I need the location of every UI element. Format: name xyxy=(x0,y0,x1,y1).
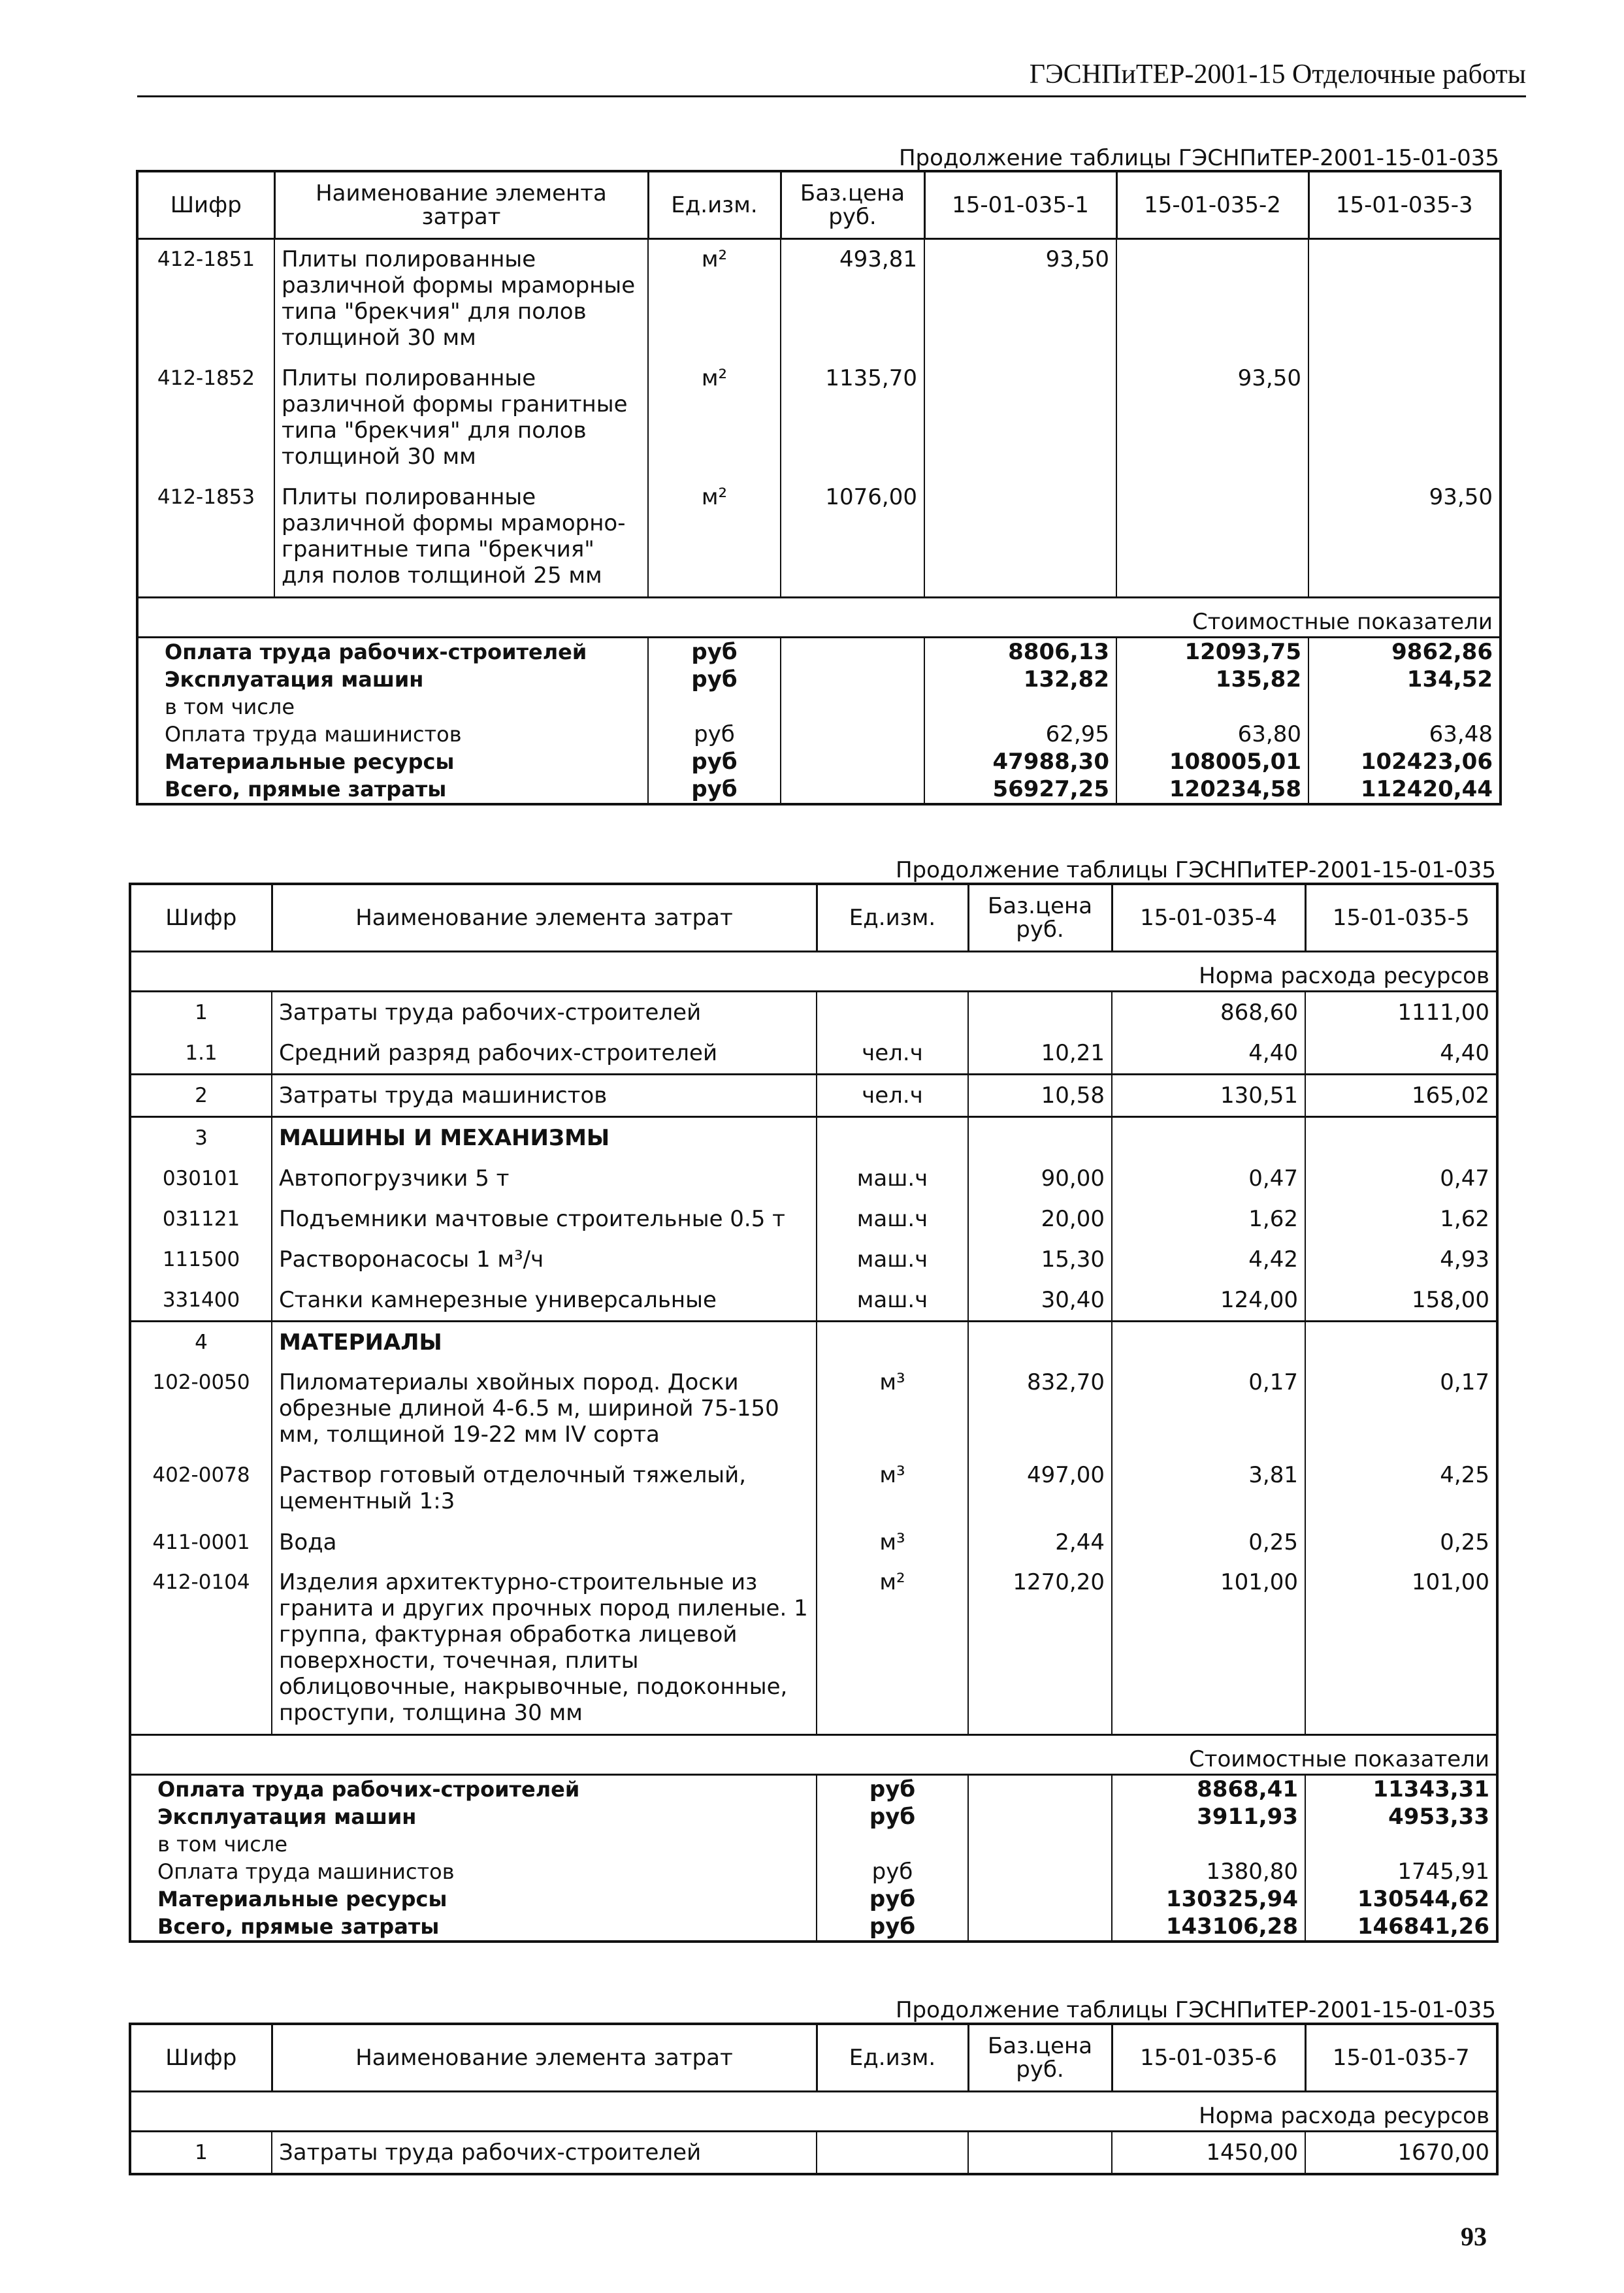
row-price: 1076,00 xyxy=(781,478,924,598)
cost-value: 8806,13 xyxy=(924,638,1116,666)
row-value: 4,42 xyxy=(1112,1239,1305,1280)
row-name: Плиты полированные различной формы мраморно-гранитные типа "брекчия" для полов толщиной 25 мм xyxy=(274,478,648,598)
row-unit: м² xyxy=(648,478,781,598)
header-column-code: 15-01-035-1 xyxy=(924,171,1116,239)
resource-table xyxy=(129,883,1499,1943)
cost-row xyxy=(130,1803,1497,1830)
cost-value: 47988,30 xyxy=(924,748,1116,775)
empty-cell xyxy=(968,1913,1112,1942)
table-row xyxy=(130,1117,1497,1159)
row-unit: чел.ч xyxy=(817,1075,968,1117)
row-unit xyxy=(817,2132,968,2175)
header-unit: Ед.изм. xyxy=(817,884,968,952)
header-code: Шифр xyxy=(137,171,274,239)
row-value: 101,00 xyxy=(1305,1563,1497,1735)
cost-value: 108005,01 xyxy=(1116,748,1308,775)
cost-unit xyxy=(817,1830,968,1858)
row-code: 411-0001 xyxy=(130,1522,272,1563)
row-name: МАТЕРИАЛЫ xyxy=(272,1322,817,1363)
row-unit: м³ xyxy=(817,1522,968,1563)
cost-value: 62,95 xyxy=(924,721,1116,748)
row-value xyxy=(1305,1322,1497,1363)
running-head: ГЭСНПиТЕР-2001-15 Отделочные работы xyxy=(1029,59,1526,89)
table-row xyxy=(130,1239,1497,1280)
cost-value: 132,82 xyxy=(924,666,1116,693)
row-name: Раствор готовый отделочный тяжелый, цементный 1:3 xyxy=(272,1455,817,1522)
cost-value xyxy=(1112,1830,1305,1858)
cost-value: 146841,26 xyxy=(1305,1913,1497,1942)
header-unit: Ед.изм. xyxy=(817,2024,968,2092)
section-band-row xyxy=(130,2092,1497,2132)
cost-unit: руб xyxy=(648,721,781,748)
header-name: Наименование элемента затрат xyxy=(274,171,648,239)
empty-cell xyxy=(968,1858,1112,1885)
row-value: 130,51 xyxy=(1112,1075,1305,1117)
row-name: МАШИНЫ И МЕХАНИЗМЫ xyxy=(272,1117,817,1159)
section-band-label: Норма расхода ресурсов xyxy=(130,2092,1497,2132)
row-code: 412-1851 xyxy=(137,239,274,359)
table-caption: Продолжение таблицы ГЭСНПиТЕР-2001-15-01-035 xyxy=(895,857,1496,883)
row-code: 412-1853 xyxy=(137,478,274,598)
empty-cell xyxy=(968,1885,1112,1913)
cost-value: 56927,25 xyxy=(924,775,1116,804)
row-name: Автопогрузчики 5 т xyxy=(272,1158,817,1199)
cost-value: 135,82 xyxy=(1116,666,1308,693)
row-code: 111500 xyxy=(130,1239,272,1280)
cost-value xyxy=(924,693,1116,721)
row-unit: маш.ч xyxy=(817,1239,968,1280)
header-price: Баз.цена руб. xyxy=(968,884,1112,952)
cost-label: Материальные ресурсы xyxy=(137,748,648,775)
table-header-row xyxy=(137,171,1501,239)
row-value xyxy=(1112,1322,1305,1363)
cost-label: Эксплуатация машин xyxy=(130,1803,817,1830)
cost-unit: руб xyxy=(817,1858,968,1885)
cost-value: 9862,86 xyxy=(1308,638,1501,666)
cost-value: 130544,62 xyxy=(1305,1885,1497,1913)
section-band-row xyxy=(137,598,1501,638)
table-caption: Продолжение таблицы ГЭСНПиТЕР-2001-15-01-035 xyxy=(898,145,1499,171)
row-value xyxy=(1305,1117,1497,1159)
table-row xyxy=(130,1158,1497,1199)
cost-unit: руб xyxy=(817,1775,968,1804)
row-unit: чел.ч xyxy=(817,1033,968,1075)
row-unit xyxy=(817,992,968,1033)
cost-unit: руб xyxy=(648,748,781,775)
cost-value: 1380,80 xyxy=(1112,1858,1305,1885)
header-code: Шифр xyxy=(130,2024,272,2092)
cost-label: Оплата труда рабочих-строителей xyxy=(130,1775,817,1804)
empty-cell xyxy=(781,721,924,748)
row-name: Пиломатериалы хвойных пород. Доски обрезные длиной 4-6.5 м, шириной 75-150 мм, толщиной 19-22 мм IV сорта xyxy=(272,1363,817,1455)
row-value: 93,50 xyxy=(1308,478,1501,598)
row-price: 2,44 xyxy=(968,1522,1112,1563)
row-code: 412-0104 xyxy=(130,1563,272,1735)
cost-value: 112420,44 xyxy=(1308,775,1501,804)
row-value: 124,00 xyxy=(1112,1280,1305,1322)
row-value xyxy=(1112,1117,1305,1159)
row-value: 101,00 xyxy=(1112,1563,1305,1735)
row-name: Плиты полированные различной формы гранитные типа "брекчия" для полов толщиной 30 мм xyxy=(274,359,648,478)
row-value: 93,50 xyxy=(924,239,1116,359)
resource-table xyxy=(136,170,1502,805)
row-unit xyxy=(817,1117,968,1159)
row-price: 20,00 xyxy=(968,1199,1112,1239)
row-unit: м³ xyxy=(817,1455,968,1522)
row-name: Средний разряд рабочих-строителей xyxy=(272,1033,817,1075)
section-band-label: Стоимостные показатели xyxy=(130,1735,1497,1775)
row-value: 1670,00 xyxy=(1305,2132,1497,2175)
empty-cell xyxy=(781,775,924,804)
empty-cell xyxy=(781,748,924,775)
header-rule xyxy=(137,95,1526,97)
row-value: 93,50 xyxy=(1116,359,1308,478)
row-price: 1270,20 xyxy=(968,1563,1112,1735)
empty-cell xyxy=(968,1830,1112,1858)
header-name: Наименование элемента затрат xyxy=(272,2024,817,2092)
row-value: 868,60 xyxy=(1112,992,1305,1033)
table-row xyxy=(130,1075,1497,1117)
section-band-label: Норма расхода ресурсов xyxy=(130,952,1497,992)
cost-unit: руб xyxy=(648,638,781,666)
cost-label: Всего, прямые затраты xyxy=(137,775,648,804)
header-column-code: 15-01-035-5 xyxy=(1305,884,1497,952)
cost-unit: руб xyxy=(817,1885,968,1913)
row-value: 4,93 xyxy=(1305,1239,1497,1280)
row-value: 4,40 xyxy=(1112,1033,1305,1075)
row-price: 832,70 xyxy=(968,1363,1112,1455)
page-number: 93 xyxy=(1461,2222,1487,2251)
row-unit xyxy=(817,1322,968,1363)
cost-row xyxy=(137,638,1501,666)
cost-value: 12093,75 xyxy=(1116,638,1308,666)
row-price: 90,00 xyxy=(968,1158,1112,1199)
row-unit: маш.ч xyxy=(817,1199,968,1239)
row-value: 1,62 xyxy=(1305,1199,1497,1239)
cost-value: 120234,58 xyxy=(1116,775,1308,804)
row-value: 0,25 xyxy=(1112,1522,1305,1563)
row-value xyxy=(1116,478,1308,598)
section-band-label: Стоимостные показатели xyxy=(137,598,1501,638)
row-value: 0,17 xyxy=(1112,1363,1305,1455)
row-value xyxy=(1116,239,1308,359)
header-name: Наименование элемента затрат xyxy=(272,884,817,952)
row-code: 402-0078 xyxy=(130,1455,272,1522)
cost-label: в том числе xyxy=(137,693,648,721)
cost-row xyxy=(130,1830,1497,1858)
cost-value xyxy=(1305,1830,1497,1858)
row-price: 497,00 xyxy=(968,1455,1112,1522)
row-value: 1111,00 xyxy=(1305,992,1497,1033)
row-unit: м² xyxy=(817,1563,968,1735)
table-row xyxy=(137,359,1501,478)
row-price: 10,21 xyxy=(968,1033,1112,1075)
cost-value: 102423,06 xyxy=(1308,748,1501,775)
cost-row xyxy=(137,693,1501,721)
row-value: 158,00 xyxy=(1305,1280,1497,1322)
table-row xyxy=(137,478,1501,598)
row-value: 3,81 xyxy=(1112,1455,1305,1522)
table-row xyxy=(130,1280,1497,1322)
row-price xyxy=(968,1322,1112,1363)
header-column-code: 15-01-035-3 xyxy=(1308,171,1501,239)
empty-cell xyxy=(968,1775,1112,1804)
cost-row xyxy=(130,1775,1497,1804)
row-price: 30,40 xyxy=(968,1280,1112,1322)
row-price: 493,81 xyxy=(781,239,924,359)
row-value xyxy=(924,478,1116,598)
cost-value: 1745,91 xyxy=(1305,1858,1497,1885)
row-value: 1450,00 xyxy=(1112,2132,1305,2175)
row-value: 4,25 xyxy=(1305,1455,1497,1522)
row-unit: м³ xyxy=(817,1363,968,1455)
row-price: 10,58 xyxy=(968,1075,1112,1117)
cost-label: в том числе xyxy=(130,1830,817,1858)
cost-label: Эксплуатация машин xyxy=(137,666,648,693)
table-row xyxy=(130,1455,1497,1522)
table-row xyxy=(130,1363,1497,1455)
row-name: Затраты труда рабочих-строителей xyxy=(272,2132,817,2175)
row-code: 4 xyxy=(130,1322,272,1363)
row-code: 2 xyxy=(130,1075,272,1117)
row-price: 1135,70 xyxy=(781,359,924,478)
row-code: 1 xyxy=(130,2132,272,2175)
cost-unit: руб xyxy=(648,666,781,693)
row-name: Растворонасосы 1 м³/ч xyxy=(272,1239,817,1280)
row-value: 0,25 xyxy=(1305,1522,1497,1563)
table-row xyxy=(130,1199,1497,1239)
row-code: 102-0050 xyxy=(130,1363,272,1455)
cost-row xyxy=(137,666,1501,693)
cost-label: Материальные ресурсы xyxy=(130,1885,817,1913)
cost-row xyxy=(137,748,1501,775)
table-row xyxy=(130,1522,1497,1563)
table-row xyxy=(130,1322,1497,1363)
cost-row xyxy=(137,775,1501,804)
row-code: 030101 xyxy=(130,1158,272,1199)
table-row xyxy=(130,2132,1497,2175)
cost-value: 11343,31 xyxy=(1305,1775,1497,1804)
row-unit: м² xyxy=(648,359,781,478)
cost-label: Оплата труда рабочих-строителей xyxy=(137,638,648,666)
table-header-row xyxy=(130,884,1497,952)
section-band-row xyxy=(130,952,1497,992)
header-column-code: 15-01-035-7 xyxy=(1305,2024,1497,2092)
row-code: 412-1852 xyxy=(137,359,274,478)
row-code: 1.1 xyxy=(130,1033,272,1075)
section-band-row xyxy=(130,1735,1497,1775)
row-code: 031121 xyxy=(130,1199,272,1239)
cost-value: 143106,28 xyxy=(1112,1913,1305,1942)
cost-row xyxy=(130,1913,1497,1942)
empty-cell xyxy=(781,666,924,693)
cost-value xyxy=(1308,693,1501,721)
row-name: Изделия архитектурно-строительные из гранита и других прочных пород пиленые. 1 группа, фактурная обработка лицевой поверхности, точечная, плиты облицовочные, накрывочные, подоконные, проступи, толщина 30 мм xyxy=(272,1563,817,1735)
cost-value: 4953,33 xyxy=(1305,1803,1497,1830)
header-code: Шифр xyxy=(130,884,272,952)
row-value xyxy=(924,359,1116,478)
row-code: 1 xyxy=(130,992,272,1033)
row-name: Станки камнерезные универсальные xyxy=(272,1280,817,1322)
header-unit: Ед.изм. xyxy=(648,171,781,239)
cost-unit xyxy=(648,693,781,721)
cost-value xyxy=(1116,693,1308,721)
row-value: 0,47 xyxy=(1305,1158,1497,1199)
row-price xyxy=(968,1117,1112,1159)
row-code: 331400 xyxy=(130,1280,272,1322)
cost-value: 63,48 xyxy=(1308,721,1501,748)
row-unit: маш.ч xyxy=(817,1280,968,1322)
row-value: 4,40 xyxy=(1305,1033,1497,1075)
cost-unit: руб xyxy=(817,1803,968,1830)
table-caption: Продолжение таблицы ГЭСНПиТЕР-2001-15-01-035 xyxy=(895,1997,1496,2023)
cost-row xyxy=(130,1885,1497,1913)
header-column-code: 15-01-035-2 xyxy=(1116,171,1308,239)
header-column-code: 15-01-035-6 xyxy=(1112,2024,1305,2092)
table-row xyxy=(130,992,1497,1033)
row-name: Затраты труда рабочих-строителей xyxy=(272,992,817,1033)
row-unit: маш.ч xyxy=(817,1158,968,1199)
table-row xyxy=(130,1563,1497,1735)
cost-row xyxy=(137,721,1501,748)
row-value: 0,47 xyxy=(1112,1158,1305,1199)
cost-label: Оплата труда машинистов xyxy=(130,1858,817,1885)
row-unit: м² xyxy=(648,239,781,359)
header-column-code: 15-01-035-4 xyxy=(1112,884,1305,952)
cost-unit: руб xyxy=(817,1913,968,1942)
table-row xyxy=(130,1033,1497,1075)
cost-label: Всего, прямые затраты xyxy=(130,1913,817,1942)
table-header-row xyxy=(130,2024,1497,2092)
row-name: Плиты полированные различной формы мраморные типа "брекчия" для полов толщиной 30 мм xyxy=(274,239,648,359)
table-row xyxy=(137,239,1501,359)
row-price: 15,30 xyxy=(968,1239,1112,1280)
row-name: Подъемники мачтовые строительные 0.5 т xyxy=(272,1199,817,1239)
row-price xyxy=(968,992,1112,1033)
cost-value: 130325,94 xyxy=(1112,1885,1305,1913)
cost-value: 8868,41 xyxy=(1112,1775,1305,1804)
empty-cell xyxy=(781,693,924,721)
row-value xyxy=(1308,359,1501,478)
header-price: Баз.цена руб. xyxy=(968,2024,1112,2092)
row-value: 165,02 xyxy=(1305,1075,1497,1117)
cost-value: 3911,93 xyxy=(1112,1803,1305,1830)
empty-cell xyxy=(781,638,924,666)
cost-unit: руб xyxy=(648,775,781,804)
row-name: Затраты труда машинистов xyxy=(272,1075,817,1117)
empty-cell xyxy=(968,1803,1112,1830)
cost-row xyxy=(130,1858,1497,1885)
row-value: 1,62 xyxy=(1112,1199,1305,1239)
row-value xyxy=(1308,239,1501,359)
row-value: 0,17 xyxy=(1305,1363,1497,1455)
row-code: 3 xyxy=(130,1117,272,1159)
header-price: Баз.цена руб. xyxy=(781,171,924,239)
row-name: Вода xyxy=(272,1522,817,1563)
cost-value: 63,80 xyxy=(1116,721,1308,748)
resource-table xyxy=(129,2023,1499,2175)
cost-value: 134,52 xyxy=(1308,666,1501,693)
cost-label: Оплата труда машинистов xyxy=(137,721,648,748)
row-price xyxy=(968,2132,1112,2175)
